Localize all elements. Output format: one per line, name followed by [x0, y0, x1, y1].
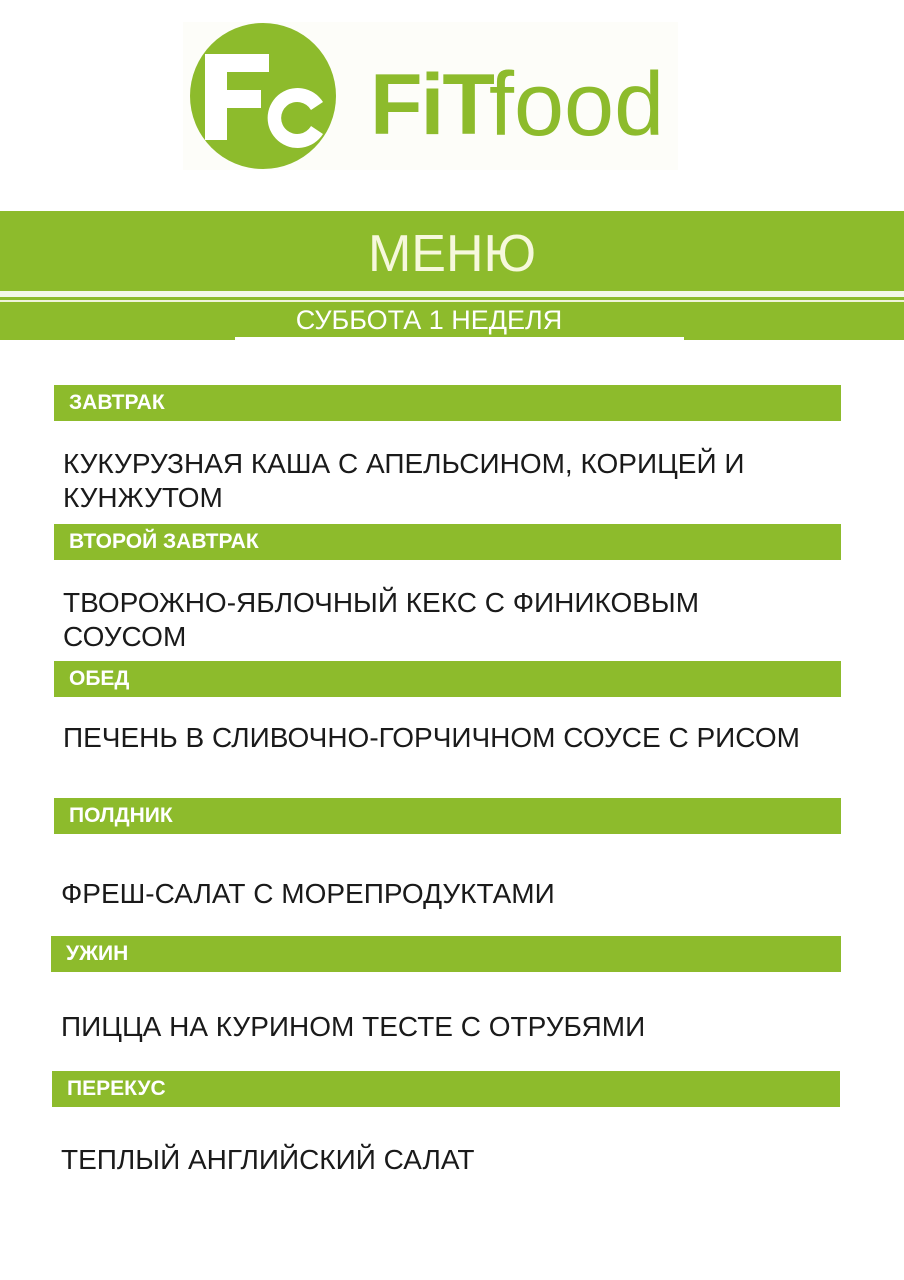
dish-dinner: ПИЦЦА НА КУРИНОМ ТЕСТЕ С ОТРУБЯМИ	[61, 1011, 646, 1042]
menu-day-subtitle: СУББОТА 1 НЕДЕЛЯ	[295, 305, 563, 335]
banner-divider	[0, 291, 904, 297]
section-label: ПЕРЕКУС	[67, 1077, 166, 1100]
section-second-breakfast	[54, 524, 841, 560]
dish-breakfast: КУКУРУЗНАЯ КАША С АПЕЛЬСИНОМ, КОРИЦЕЙ И КУНЖУТОМ	[63, 448, 745, 513]
section-label: ВТОРОЙ ЗАВТРАК	[69, 530, 259, 553]
logo-brand-food: food	[489, 55, 665, 155]
banner-bottom-underline	[235, 337, 684, 340]
section-afternoon-snack	[54, 798, 841, 834]
dish-afternoon-snack: ФРЕШ-САЛАТ С МОРЕПРОДУКТАМИ	[61, 878, 555, 909]
logo-brand-fit: FiT	[370, 57, 493, 153]
section-label: ЗАВТРАК	[69, 391, 165, 414]
section-dinner	[51, 936, 841, 972]
section-label: УЖИН	[66, 942, 129, 965]
dish-lunch: ПЕЧЕНЬ В СЛИВОЧНО-ГОРЧИЧНОМ СОУСЕ С РИСОМ	[63, 722, 800, 753]
fitfood-logo	[183, 22, 678, 170]
section-snack	[52, 1071, 840, 1107]
section-label: ОБЕД	[69, 667, 130, 690]
menu-banner	[0, 211, 904, 340]
dish-snack: ТЕПЛЫЙ АНГЛИЙСКИЙ САЛАТ	[61, 1144, 475, 1175]
menu-title: МЕНЮ	[367, 225, 537, 283]
banner-divider-thin	[0, 300, 904, 302]
fitfood-logo-mark-icon	[183, 22, 343, 170]
section-breakfast	[54, 385, 841, 421]
dish-second-breakfast: ТВОРОЖНО-ЯБЛОЧНЫЙ КЕКС С ФИНИКОВЫМ СОУСОМ	[63, 587, 700, 652]
section-label: ПОЛДНИК	[69, 804, 173, 827]
section-lunch	[54, 661, 841, 697]
